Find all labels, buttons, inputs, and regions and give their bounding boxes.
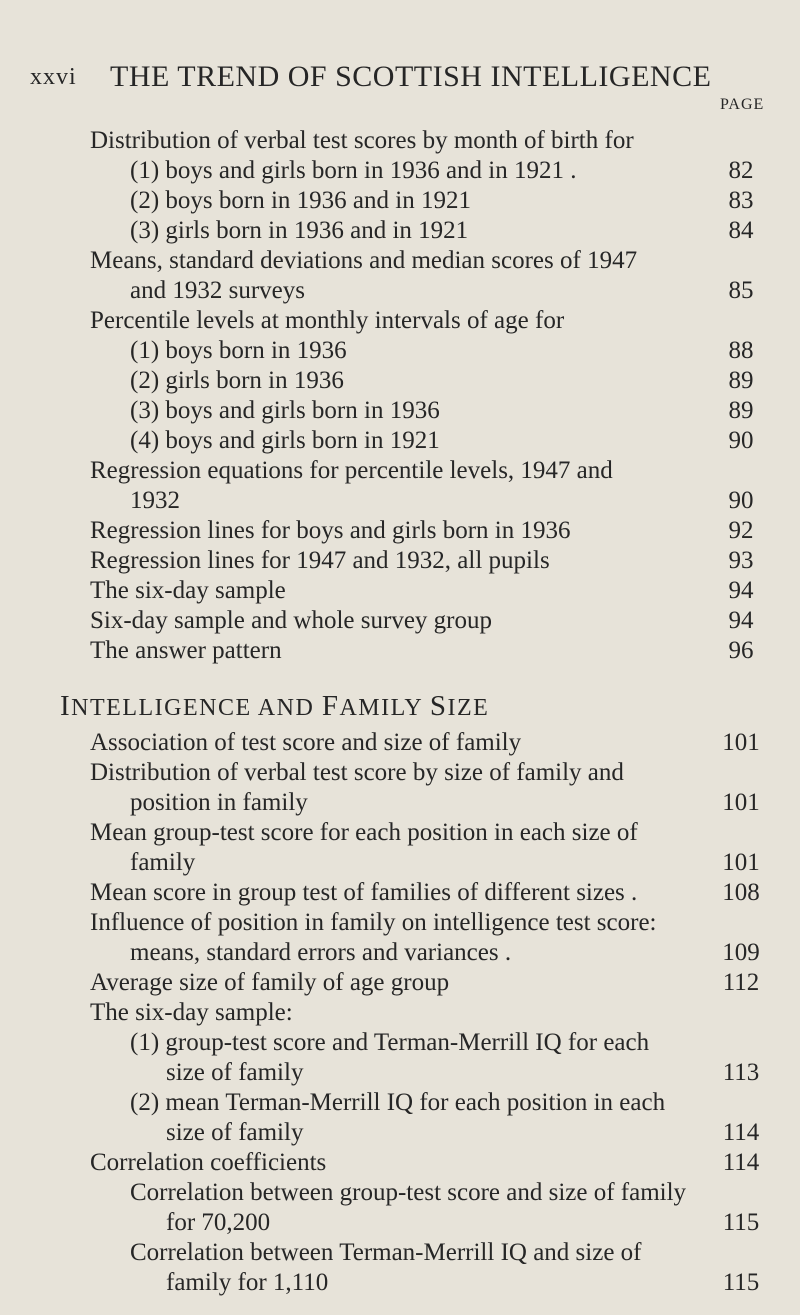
entry-page: 84 bbox=[728, 217, 754, 244]
entry-text: Influence of position in family on intelligence test score: bbox=[90, 909, 657, 936]
entry-page: 112 bbox=[722, 969, 760, 996]
entry-text: (3) girls born in 1936 and in 1921 bbox=[130, 217, 469, 244]
entry-page: 109 bbox=[722, 939, 760, 966]
entry-page: 113 bbox=[722, 1059, 760, 1086]
entry-text: (1) group-test score and Terman-Merrill IQ for each bbox=[130, 1029, 650, 1056]
running-title: THE TREND OF SCOTTISH INTELLIGENCE bbox=[110, 60, 712, 93]
entry-page: 114 bbox=[722, 1119, 760, 1146]
entry-text: Correlation coefficients bbox=[90, 1149, 327, 1176]
entry-text: Association of test score and size of family bbox=[90, 729, 522, 756]
entry-text: (1) boys and girls born in 1936 and in 1921 . bbox=[130, 157, 577, 184]
entry-text: Regression equations for percentile levels, 1947 and bbox=[90, 457, 613, 484]
entry-text: (1) boys born in 1936 bbox=[130, 337, 347, 364]
entry-text: Average size of family of age group bbox=[90, 969, 450, 996]
entry-page: 101 bbox=[722, 849, 760, 876]
entry-text: Correlation between Terman-Merrill IQ and size of bbox=[130, 1239, 642, 1266]
entry-text: family bbox=[130, 849, 196, 876]
entry-page: 89 bbox=[728, 367, 754, 394]
entry-page: 82 bbox=[728, 157, 754, 184]
entry-text: 1932 bbox=[130, 487, 180, 514]
entry-page: 96 bbox=[728, 637, 754, 664]
entry-page: 101 bbox=[722, 789, 760, 816]
entry-page: 115 bbox=[722, 1269, 760, 1296]
entry-text: Mean score in group test of families of different sizes . bbox=[90, 879, 638, 906]
entry-page: 89 bbox=[728, 397, 754, 424]
entry-page: 115 bbox=[722, 1209, 760, 1236]
entry-text: and 1932 surveys bbox=[130, 277, 305, 304]
page-number: xxvi bbox=[30, 64, 77, 90]
entry-text: The answer pattern bbox=[90, 637, 282, 664]
entry-text: Mean group-test score for each position in each size of bbox=[90, 819, 638, 846]
entry-page: 101 bbox=[722, 729, 760, 756]
entry-page: 114 bbox=[722, 1149, 760, 1176]
entry-text: Distribution of verbal test scores by month of birth for bbox=[90, 127, 634, 154]
entry-text: Percentile levels at monthly intervals of age for bbox=[90, 307, 565, 334]
entry-text: (3) boys and girls born in 1936 bbox=[130, 397, 440, 424]
entry-text: Distribution of verbal test score by size of family and bbox=[90, 759, 624, 786]
entry-text: size of family bbox=[166, 1059, 304, 1086]
entry-text: The six-day sample: bbox=[90, 999, 293, 1026]
entry-page: 93 bbox=[728, 547, 754, 574]
page-header bbox=[30, 60, 750, 100]
entry-text: (2) boys born in 1936 and in 1921 bbox=[130, 187, 471, 214]
entry-page: 90 bbox=[728, 487, 754, 514]
entry-page: 85 bbox=[728, 277, 754, 304]
entry-text: Correlation between group-test score and size of family bbox=[130, 1179, 687, 1206]
entry-text: means, standard errors and variances . bbox=[130, 939, 512, 966]
section-heading: INTELLIGENCE AND FAMILY SIZE bbox=[60, 690, 490, 722]
entry-page: 92 bbox=[728, 517, 754, 544]
page-column-label: PAGE bbox=[720, 96, 765, 113]
entry-page: 83 bbox=[728, 187, 754, 214]
entry-text: position in family bbox=[130, 789, 308, 816]
entry-text: size of family bbox=[166, 1119, 304, 1146]
entry-text: (2) girls born in 1936 bbox=[130, 367, 344, 394]
entry-text: Six-day sample and whole survey group bbox=[90, 607, 493, 634]
entry-text: for 70,200 bbox=[166, 1209, 271, 1236]
entry-text: family for 1,110 bbox=[166, 1269, 329, 1296]
entry-page: 108 bbox=[722, 879, 760, 906]
entry-page: 90 bbox=[728, 427, 754, 454]
entry-text: The six-day sample bbox=[90, 577, 286, 604]
entry-text: (2) mean Terman-Merrill IQ for each position in each bbox=[130, 1089, 666, 1116]
entry-text: Regression lines for boys and girls born in 1936 bbox=[90, 517, 571, 544]
entry-text: Regression lines for 1947 and 1932, all pupils bbox=[90, 547, 550, 574]
entry-text: (4) boys and girls born in 1921 bbox=[130, 427, 440, 454]
entry-page: 94 bbox=[728, 577, 754, 604]
entry-text: Means, standard deviations and median scores of 1947 bbox=[90, 247, 638, 274]
entry-page: 88 bbox=[728, 337, 754, 364]
entry-page: 94 bbox=[728, 607, 754, 634]
